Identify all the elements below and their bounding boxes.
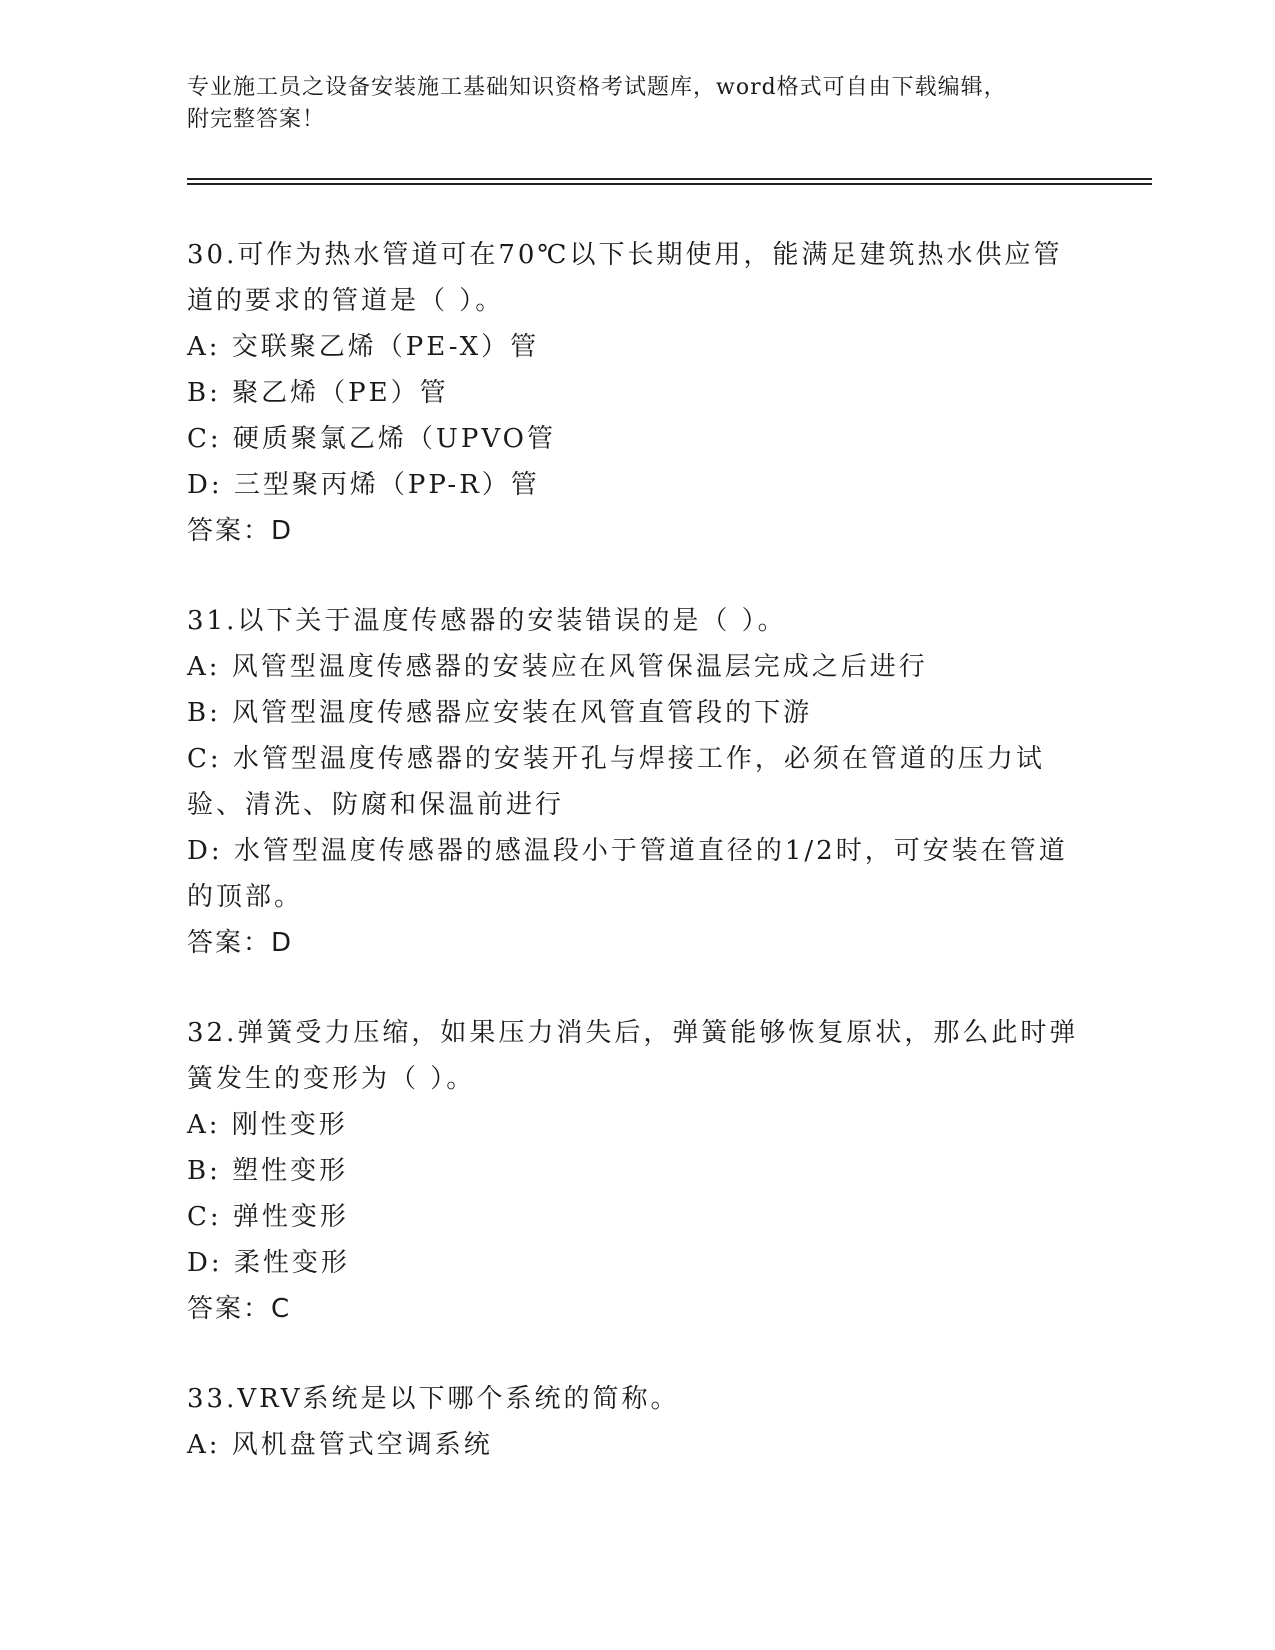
option-a: A: 风管型温度传感器的安装应在风管保温层完成之后进行 <box>187 652 928 682</box>
option-c: C: 水管型温度传感器的安装开孔与焊接工作，必须在管道的压力试验、清洗、防腐和保温前进行 <box>187 744 1045 820</box>
question-stem: 33.VRV系统是以下哪个系统的简称。 <box>187 1384 680 1414</box>
option-c: C: 弹性变形 <box>187 1202 349 1232</box>
answer-label: 答案：C <box>187 1294 292 1324</box>
answer-label: 答案：D <box>187 928 294 958</box>
header-line-2: 附完整答案！ <box>187 107 326 132</box>
option-b: B: 塑性变形 <box>187 1156 349 1186</box>
option-a: A: 交联聚乙烯（PE-X）管 <box>187 332 540 362</box>
answer-label: 答案：D <box>187 516 294 546</box>
question-32 <box>187 1010 1087 1332</box>
question-30 <box>187 232 1087 554</box>
question-stem: 32.弹簧受力压缩，如果压力消失后，弹簧能够恢复原状，那么此时弹簧发生的变形为（ ）。 <box>187 1018 1079 1094</box>
option-d: D: 水管型温度传感器的感温段小于管道直径的1/2时，可安装在管道的顶部。 <box>187 836 1068 912</box>
option-b: B: 风管型温度传感器应安装在风管直管段的下游 <box>187 698 813 728</box>
question-stem: 31.以下关于温度传感器的安装错误的是（ ）。 <box>187 606 787 636</box>
header-divider-bottom <box>187 183 1152 185</box>
document-header <box>187 72 1067 136</box>
question-31 <box>187 598 1087 966</box>
option-d: D: 柔性变形 <box>187 1248 350 1278</box>
option-a: A: 风机盘管式空调系统 <box>187 1430 493 1460</box>
option-a: A: 刚性变形 <box>187 1110 348 1140</box>
question-list <box>187 232 1087 1512</box>
option-d: D: 三型聚丙烯（PP-R）管 <box>187 470 540 500</box>
question-stem: 30.可作为热水管道可在70℃以下长期使用，能满足建筑热水供应管道的要求的管道是（ ）。 <box>187 240 1063 316</box>
option-c: C: 硬质聚氯乙烯（UPVO管 <box>187 424 556 454</box>
question-33 <box>187 1376 1087 1468</box>
header-divider-top <box>187 178 1152 180</box>
header-line-1: 专业施工员之设备安装施工基础知识资格考试题库，word格式可自由下载编辑， <box>187 75 1007 100</box>
option-b: B: 聚乙烯（PE）管 <box>187 378 449 408</box>
